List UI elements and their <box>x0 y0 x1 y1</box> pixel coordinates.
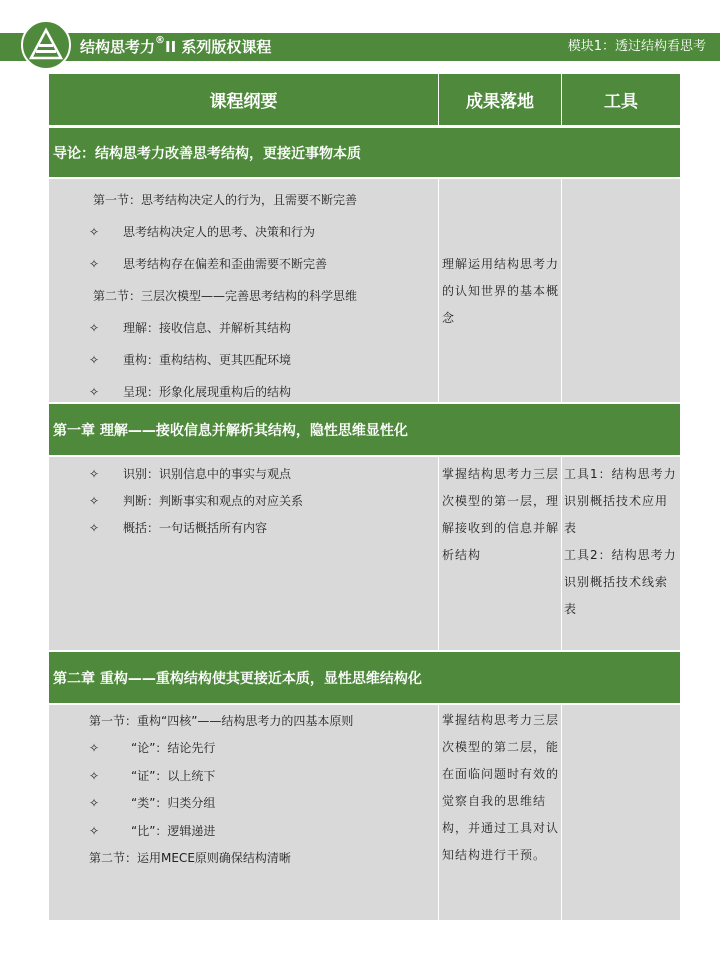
outcome-cell-intro <box>439 179 561 402</box>
outline-heading: 第二节：运用MECE原则确保结构清晰 <box>89 851 291 865</box>
bullet-icon: ✧ <box>89 769 100 783</box>
pyramid-logo-icon <box>28 27 64 63</box>
outline-bullet: 呈现：形象化展现重构后的结构 <box>123 385 292 399</box>
outline-cell-chapter2 <box>49 705 438 920</box>
outline-bullet: 思考结构决定人的思考、决策和行为 <box>123 225 316 239</box>
column-header-outcome: 成果落地 <box>439 74 561 125</box>
bullet-icon: ✧ <box>89 741 100 755</box>
bullet-icon: ✧ <box>89 824 100 838</box>
bullet-icon: ✧ <box>89 257 100 271</box>
bullet-icon: ✧ <box>89 353 100 367</box>
bullet-icon: ✧ <box>89 385 100 399</box>
outcome-text: 掌握结构思考力三层次模型的第一层，理解接收到的信息并解析结构 <box>442 467 560 562</box>
outline-bullet: “论”：结论先行 <box>131 741 216 755</box>
column-header-tools: 工具 <box>562 74 680 125</box>
outline-cell-intro <box>49 179 438 402</box>
bullet-icon: ✧ <box>89 494 100 508</box>
outline-cell-chapter1 <box>49 457 438 650</box>
outline-bullet: 思考结构存在偏差和歪曲需要不断完善 <box>123 257 328 271</box>
outcome-text: 掌握结构思考力三层次模型的第二层，能在面临问题时有效的觉察自我的思维结构，并通过工具对认知结构进行干预。 <box>442 713 560 862</box>
brand-title <box>80 36 271 58</box>
outline-bullet: “比”：逻辑递进 <box>131 824 216 838</box>
bullet-icon: ✧ <box>89 321 100 335</box>
outline-bullet: 概括：一句话概括所有内容 <box>123 521 268 535</box>
outcome-cell-chapter2 <box>439 705 561 920</box>
section-title-chapter1: 第一章 理解——接收信息并解析其结构，隐性思维显性化 <box>49 404 680 455</box>
outcome-text: 理解运用结构思考力的认知世界的基本概念 <box>442 257 560 325</box>
outline-heading: 第一节：思考结构决定人的行为，且需要不断完善 <box>93 193 358 207</box>
tools-cell-intro <box>562 179 680 402</box>
brand-name: 结构思考力 <box>80 38 156 56</box>
bullet-icon: ✧ <box>89 796 100 810</box>
module-label: 模块1：透过结构看思考 <box>567 39 706 54</box>
column-header-outline: 课程纲要 <box>49 74 438 125</box>
brand-logo <box>21 20 71 70</box>
bullet-icon: ✧ <box>89 467 100 481</box>
outline-bullet: 识别：识别信息中的事实与观点 <box>123 467 292 481</box>
outline-bullet: “证”：以上统下 <box>131 769 216 783</box>
bullet-icon: ✧ <box>89 521 100 535</box>
section-title-intro: 导论：结构思考力改善思考结构，更接近事物本质 <box>49 128 680 177</box>
outcome-cell-chapter1 <box>439 457 561 650</box>
outline-heading: 第二节：三层次模型——完善思考结构的科学思维 <box>93 289 358 303</box>
tools-cell-chapter1 <box>562 457 680 650</box>
outline-heading: 第一节：重构“四核”——结构思考力的四基本原则 <box>89 714 354 728</box>
outline-bullet: 判断：判断事实和观点的对应关系 <box>123 494 304 508</box>
outline-bullet: “类”：归类分组 <box>131 796 216 810</box>
bullet-icon: ✧ <box>89 225 100 239</box>
outline-bullet: 理解：接收信息、并解析其结构 <box>123 321 292 335</box>
tools-cell-chapter2 <box>562 705 680 920</box>
outline-bullet: 重构：重构结构、更其匹配环境 <box>123 353 292 367</box>
section-title-chapter2: 第二章 重构——重构结构使其更接近本质，显性思维结构化 <box>49 652 680 703</box>
tools-text: 工具1：结构思考力识别概括技术应用表 工具2：结构思考力识别概括技术线索表 <box>564 467 677 616</box>
registered-mark: ® <box>155 35 166 46</box>
brand-series: II 系列版权课程 <box>165 38 272 56</box>
